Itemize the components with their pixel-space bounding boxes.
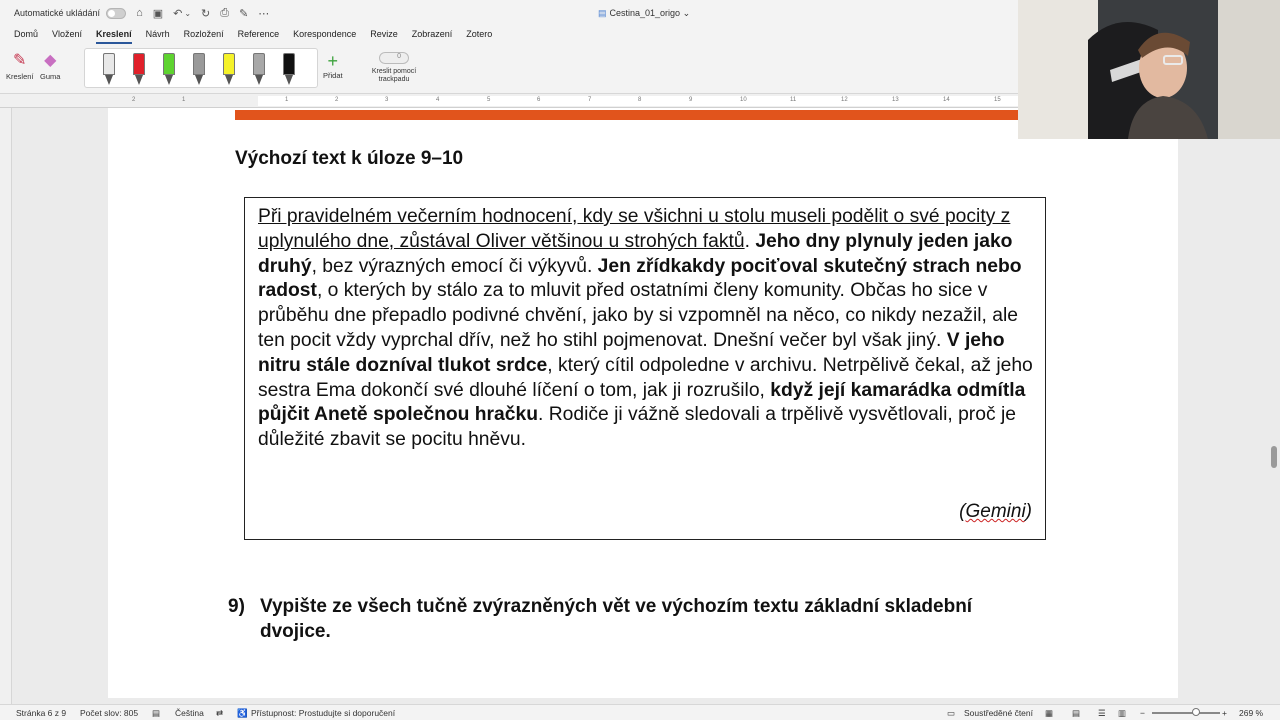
task-number: 9) [228, 596, 245, 617]
ruler-number: 8 [638, 97, 642, 103]
bold-sentence: Jen zřídkakdy pociťoval skutečný strach nebo radost [258, 255, 1022, 302]
status-bar [0, 704, 1280, 720]
autosave-label: Automatické ukládání [14, 8, 101, 18]
trackpad-draw-toggle[interactable]: 0 Kreslit pomocí trackpadu [366, 52, 422, 84]
document-title[interactable]: ▤ Cestina_01_origo ⌄ [598, 8, 691, 18]
chevron-down-icon[interactable]: ⌄ [184, 8, 192, 18]
undo-icon[interactable]: ↶ [173, 7, 183, 20]
toggle-switch[interactable] [379, 52, 409, 64]
pen-body [133, 53, 145, 75]
tab-zobrazeni[interactable]: Zobrazení [411, 29, 453, 39]
proofing-icon[interactable]: ▤ [152, 708, 161, 718]
underlined-sentence: Při pravidelném večerním hodnocení, kdy se všichni u stolu museli podělit o své pocity z uplynulého dne, zůstával Oliver většinou u strohých faktů [258, 206, 1011, 252]
pen-body [163, 53, 175, 75]
more-icon[interactable]: ⋯ [258, 7, 270, 20]
ruler-number: 15 [994, 97, 1001, 103]
ruler-number: 7 [588, 97, 592, 103]
autosave-toggle[interactable] [106, 8, 126, 19]
tab-kresleni[interactable]: Kreslení [96, 29, 132, 39]
ruler-number: 12 [841, 97, 848, 103]
pen-tip [195, 75, 203, 85]
spellcheck-word[interactable]: Gemini [965, 501, 1026, 522]
outline-icon[interactable]: ☰ [1098, 708, 1106, 718]
ruler-number: 11 [790, 97, 797, 103]
ruler-number: 10 [740, 97, 747, 103]
tab-revize[interactable]: Revize [370, 29, 398, 39]
pen-swatch[interactable] [163, 53, 175, 85]
bold-sentence: Jeho dny plynuly jeden jako druhý [258, 230, 1013, 277]
pen-icon[interactable]: ✎ [239, 7, 249, 20]
document-page[interactable] [108, 108, 1178, 698]
tab-reference[interactable]: Reference [237, 29, 280, 39]
ruler-number: 1 [182, 97, 186, 103]
horizontal-ruler[interactable] [0, 94, 1018, 108]
tab-domu[interactable]: Domů [14, 29, 39, 39]
zoom-out-icon[interactable]: − [1140, 708, 1145, 718]
pen-body [253, 53, 265, 75]
pen-tip [255, 75, 263, 85]
draw-pen-icon: ✎ [13, 52, 27, 69]
pen-tip [165, 75, 173, 85]
tab-korespondence[interactable]: Korespondence [293, 29, 357, 39]
document-icon: ▤ [598, 8, 607, 18]
redo-icon[interactable]: ↻ [201, 7, 211, 20]
accessibility-icon: ♿ [237, 708, 248, 718]
page-counter[interactable]: Stránka 6 z 9 [16, 708, 67, 718]
focus-mode[interactable]: Soustředěné čtení [964, 708, 1033, 718]
zoom-slider-handle[interactable] [1192, 708, 1200, 716]
track-changes-icon[interactable]: ⇄ [216, 708, 224, 718]
print-icon[interactable]: ⎙ [220, 6, 230, 19]
bold-sentence: V jeho nitru stále dozníval tlukot srdce [258, 329, 1005, 376]
home-icon[interactable]: ⌂ [136, 7, 143, 19]
word-count[interactable]: Počet slov: 805 [80, 708, 139, 718]
tab-navrh[interactable]: Návrh [145, 29, 170, 39]
pen-body [193, 53, 205, 75]
draw-tool-button[interactable]: ✎ Kreslení [6, 52, 34, 81]
ruler-number: 6 [537, 97, 541, 103]
highlighter-swatch[interactable] [223, 53, 235, 85]
pen-gallery [84, 48, 318, 88]
draft-icon[interactable]: ▥ [1118, 708, 1127, 718]
pen-tip [285, 75, 293, 85]
ruler-number: 13 [892, 97, 899, 103]
pen-swatch[interactable] [253, 53, 265, 85]
ruler-number: 4 [436, 97, 440, 103]
vertical-ruler[interactable] [0, 108, 12, 704]
presenter-video [1018, 0, 1280, 139]
ruler-number: 14 [943, 97, 950, 103]
pen-body [223, 53, 235, 75]
pen-tip [135, 75, 143, 85]
zoom-slider[interactable] [1152, 712, 1220, 714]
section-heading: Výchozí text k úloze 9–10 [235, 148, 464, 169]
eraser-icon: ◆ [44, 52, 57, 69]
add-pen-button[interactable]: + Přidat [323, 51, 343, 80]
zoom-level[interactable]: 269 % [1239, 708, 1264, 718]
vertical-scrollbar[interactable] [1271, 446, 1277, 468]
ruler-number: 2 [335, 97, 339, 103]
zoom-in-icon[interactable]: + [1222, 708, 1227, 718]
source-text-box[interactable] [244, 197, 1046, 540]
ruler-number: 5 [487, 97, 491, 103]
ruler-number: 3 [385, 97, 389, 103]
print-layout-icon[interactable]: ▦ [1045, 708, 1054, 718]
eraser-tool-button[interactable]: ◆ Guma [40, 52, 61, 81]
ruler-number: 2 [132, 97, 136, 103]
pen-body [103, 53, 115, 75]
pen-swatch[interactable] [283, 53, 295, 85]
accessibility-status[interactable]: Přístupnost: Prostudujte si doporučení [251, 708, 396, 718]
bold-sentence: když její kamarádka odmítla půjčit Anetě společnou hračku [258, 379, 1026, 426]
pen-tip [225, 75, 233, 85]
pen-swatch[interactable] [133, 53, 145, 85]
tab-zotero[interactable]: Zotero [466, 29, 493, 39]
pen-swatch[interactable] [193, 53, 205, 85]
source-attribution: (Gemini) [959, 501, 1032, 522]
save-icon[interactable]: ▣ [152, 7, 164, 20]
pen-swatch[interactable] [103, 53, 115, 85]
web-layout-icon[interactable]: ▤ [1072, 708, 1081, 718]
webcam-overlay [1018, 0, 1280, 139]
ruler-number: 1 [285, 97, 289, 103]
plus-icon: + [327, 51, 339, 71]
pen-body [283, 53, 295, 75]
passage-text: Při pravidelném večerním hodnocení, kdy se všichni u stolu museli podělit o své pocity z uplynulého dne, zůstával Oliver většinou u strohých faktů. Jeho dny plynuly jeden jako druhý, bez výrazných emocí či výkyvů. Jen zřídkakdy pociťoval skutečný strach nebo radost, o kterých by stálo za to mluvit před ostatními členy komunity. Občas ho sice v průběhu dne přepadlo podivné chvění, jako by si vzpomněl na něco, co nikdy nezažil, ale ten pocit vždy vyprchal dřív, než ho stihl pojmenovat. Dnešní večer byl však jiný. V jeho nitru stále dozníval tlukot srdce, který cítil odpoledne v archivu. Netrpělivě čekal, až jeho sestra Ema dokončí své dlouhé líčení o tom, jak ji rozrušilo, když její kamarádka odmítla půjčit Anetě společnou hračku. Rodiče ji vážně sledovali a trpělivě vysvětlovali, proč je důležité zbavit se pocitu hněvu. [258, 206, 1033, 451]
task-text: Vypište ze všech tučně zvýrazněných vět ve výchozím textu základní skladební dvojice. [260, 596, 973, 642]
tab-vlozeni[interactable]: Vložení [52, 29, 83, 39]
pen-tip [105, 75, 113, 85]
ruler-number: 9 [689, 97, 693, 103]
tab-rozlozeni[interactable]: Rozložení [183, 29, 224, 39]
chevron-down-icon: ⌄ [680, 8, 691, 18]
focus-icon[interactable]: ▭ [947, 708, 956, 718]
language[interactable]: Čeština [175, 708, 204, 718]
